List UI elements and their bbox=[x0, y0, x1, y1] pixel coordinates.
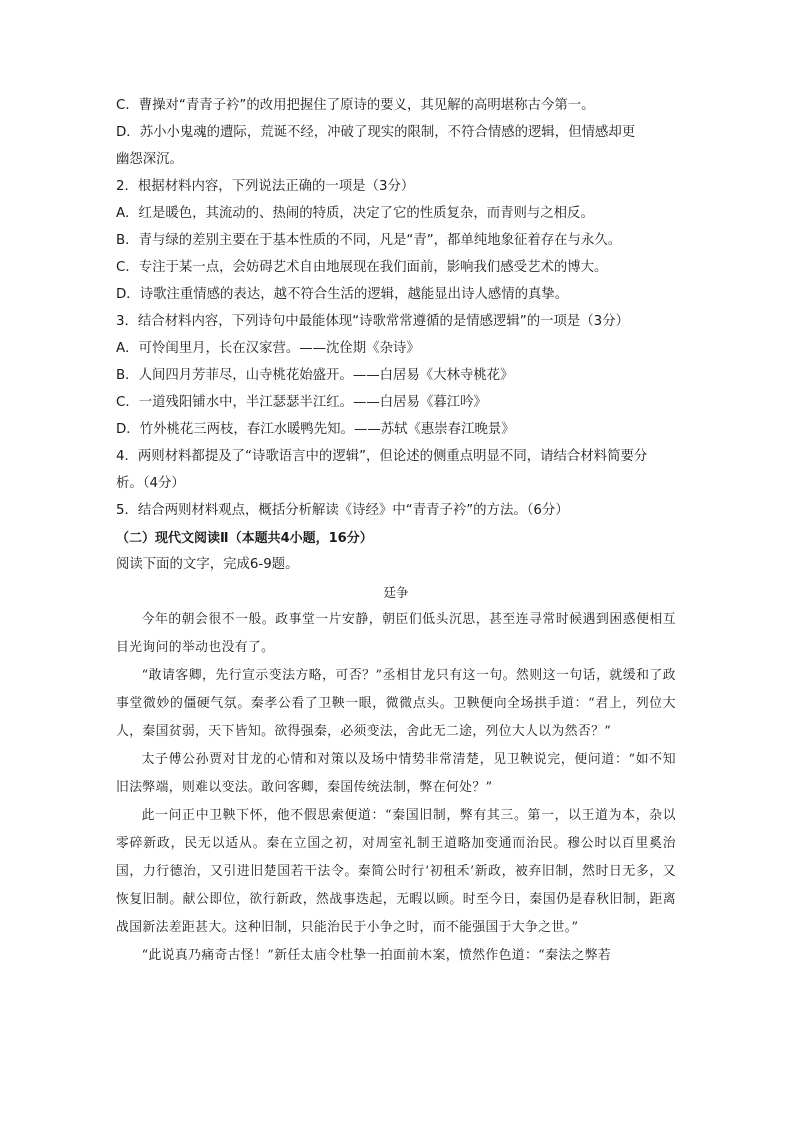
reading-instruction: 阅读下面的文字，完成6-9题。 bbox=[116, 557, 299, 572]
question-2-option-d: D．诗歌注重情感的表达，越不符合生活的逻辑，越能显出诗人感情的真挚。 bbox=[116, 287, 569, 302]
question-2-option-c: C．专注于某一点，会妨碍艺术自由地展现在我们面前，影响我们感受艺术的博大。 bbox=[116, 260, 608, 275]
option-c-line: C．曹操对“青青子衿”的改用把握住了原诗的要义，其见解的高明堪称古今第一。 bbox=[116, 98, 595, 113]
question-2-stem: 2．根据材料内容，下列说法正确的一项是（3分） bbox=[116, 179, 415, 194]
question-5-stem: 5．结合两则材料观点，概括分析解读《诗经》中“青青子衿”的方法。（6分） bbox=[116, 503, 569, 518]
story-paragraph: 今年的朝会很不一般。政事堂一片安静，朝臣们低头沉思，甚至连寻常时候遇到困惑便相互目光询问的举动也没有了。 bbox=[116, 612, 676, 655]
story-title: 廷争 bbox=[383, 585, 409, 600]
story-paragraph: “敢请客卿，先行宣示变法方略，可否？”丞相甘龙只有这一句。然则这一句话，就缓和了政事堂微妙的僵硬气氛。秦孝公看了卫鞅一眼，微微点头。卫鞅便向全场拱手道：“君上，列位大人，秦国贫弱，天下皆知。欲得强秦，必须变法，舍此无二途，列位大人以为然否？” bbox=[116, 668, 676, 739]
story-paragraph: 太子傅公孙贾对甘龙的心情和对策以及场中情势非常清楚，见卫鞅说完，便问道：“如不知旧法弊端，则难以变法。敢问客卿，秦国传统法制，弊在何处？” bbox=[116, 752, 676, 795]
story-paragraph: “此说真乃痛奇古怪！”新任太庙令杜挚一拍面前木案，愤然作色道：“秦法之弊若 bbox=[141, 948, 612, 963]
story-paragraph: 此一问正中卫鞅下怀，他不假思索便道：“秦国旧制，弊有其三。第一，以王道为本，杂以零碎新政，民无以适从。秦在立国之初，对周室礼制王道略加变通而治民。穆公时以百里奚治国，力行德治，又引进旧楚国若干法令。秦简公时行‘初租禾’新政，被弃旧制，然时日无多，又恢复旧制。献公即位，欲行新政，然战事迭起，无暇以顾。时至今日，秦国仍是春秋旧制，距离战国新法差距甚大。这种旧制，只能治民于小争之时，而不能强国于大争之世。” bbox=[116, 808, 676, 935]
question-4-line-1: 4．两则材料都提及了“诗歌语言中的逻辑”，但论述的侧重点明显不同，请结合材料简要分 bbox=[116, 449, 648, 464]
question-3-option-a: A．可怜闺里月，长在汉家营。——沈佺期《杂诗》 bbox=[116, 341, 420, 356]
question-2-option-a: A．红是暖色，其流动的、热闹的特质，决定了它的性质复杂，而青则与之相反。 bbox=[116, 206, 594, 221]
question-3-option-b: B．人间四月芳菲尽，山寺桃花始盛开。——白居易《大林寺桃花》 bbox=[116, 368, 514, 383]
story-body bbox=[116, 606, 676, 970]
section-heading: （二）现代文阅读Ⅱ（本题共4小题，16分） bbox=[116, 531, 373, 546]
question-4-line-2: 析。（4分） bbox=[116, 476, 185, 491]
question-3-stem: 3．结合材料内容，下列诗句中最能体现“诗歌常常遵循的是情感逻辑”的一项是（3分） bbox=[116, 314, 629, 329]
option-d-line-1: D．苏小小鬼魂的遭际，荒诞不经，冲破了现实的限制，不符合情感的逻辑，但情感却更 bbox=[116, 125, 636, 140]
question-3-option-c: C．一道残阳铺水中，半江瑟瑟半江红。——白居易《暮江吟》 bbox=[116, 395, 487, 410]
question-2-option-b: B．青与绿的差别主要在于基本性质的不同，凡是“青”，都单纯地象征着存在与永久。 bbox=[116, 233, 622, 248]
question-3-option-d: D．竹外桃花三两枝，春江水暖鸭先知。——苏轼《惠崇春江晚景》 bbox=[116, 422, 515, 437]
option-d-line-2: 幽怨深沉。 bbox=[116, 152, 183, 167]
